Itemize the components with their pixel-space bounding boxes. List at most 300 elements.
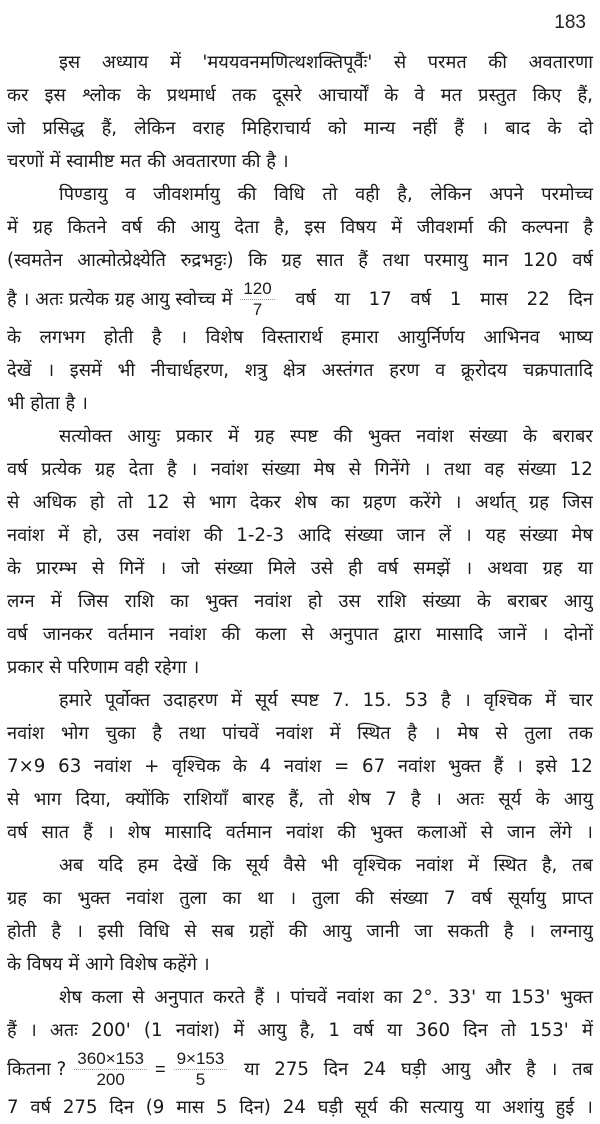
word: हैं bbox=[7, 1020, 17, 1041]
word: संख्या bbox=[517, 459, 557, 480]
word: अस्तंगत bbox=[321, 360, 374, 381]
word: नवांश bbox=[285, 822, 324, 843]
word: इस bbox=[304, 217, 326, 238]
word: । bbox=[528, 921, 536, 942]
word: के bbox=[522, 426, 537, 447]
word: आयु bbox=[257, 1020, 287, 1041]
word: का bbox=[383, 987, 403, 1008]
word: देकर bbox=[249, 492, 281, 513]
word: 22 bbox=[526, 288, 550, 310]
word: आयु bbox=[441, 1058, 471, 1080]
word: में bbox=[467, 855, 479, 876]
word: 12 bbox=[569, 459, 593, 480]
word: विस्तारार्थ bbox=[261, 327, 323, 348]
word: मास bbox=[176, 1097, 205, 1118]
word: तो bbox=[322, 184, 338, 205]
word: 153' bbox=[529, 1020, 569, 1041]
word: सात bbox=[41, 822, 70, 843]
fraction-denominator: 200 bbox=[96, 1069, 125, 1089]
word: सूर्य bbox=[498, 789, 522, 810]
word: समझें bbox=[413, 558, 451, 579]
word: वर्ष bbox=[295, 288, 317, 310]
word: । bbox=[273, 987, 281, 1008]
word: का bbox=[170, 591, 189, 612]
word: संख्या bbox=[344, 525, 383, 546]
word: वर्ष bbox=[7, 822, 28, 843]
word: । bbox=[106, 822, 114, 843]
word: क्योंकि bbox=[125, 789, 170, 810]
word: घड़ी bbox=[401, 1058, 427, 1080]
word: 275 bbox=[62, 1097, 98, 1118]
word: । bbox=[516, 756, 523, 777]
word: को bbox=[327, 118, 347, 139]
word: पांचवें bbox=[222, 723, 259, 744]
word: मान bbox=[482, 250, 509, 271]
text-line bbox=[7, 277, 593, 321]
word: संख्या bbox=[214, 558, 253, 579]
word: ग्रह bbox=[7, 888, 27, 909]
word: भुक्त bbox=[560, 987, 593, 1008]
word: 1 bbox=[449, 288, 462, 310]
text-line bbox=[7, 46, 593, 79]
word: शेष bbox=[347, 789, 371, 810]
word: या bbox=[485, 987, 502, 1008]
word: है bbox=[410, 789, 421, 810]
line-text: चरणों में स्वामीष्ट मत की अवतारणा की है । bbox=[7, 151, 289, 172]
word: वे bbox=[414, 85, 425, 106]
text-line bbox=[7, 849, 593, 882]
word: ग्रह bbox=[542, 558, 563, 579]
word: । bbox=[463, 690, 471, 711]
word: वर्तमान bbox=[107, 624, 154, 645]
word: रुद्रभट्टः) bbox=[180, 250, 234, 271]
word: यदि bbox=[98, 855, 123, 876]
word: अनुपात bbox=[329, 624, 379, 645]
word: में bbox=[169, 52, 181, 73]
word: पांचवें bbox=[290, 987, 328, 1008]
word: करते bbox=[213, 987, 245, 1008]
word: तक bbox=[568, 723, 593, 744]
word: कि bbox=[212, 855, 232, 876]
word: = bbox=[334, 756, 350, 777]
word: कला bbox=[91, 987, 123, 1008]
word: नवांश bbox=[336, 987, 374, 1008]
word: नवांश bbox=[416, 426, 454, 447]
word: प्रकार bbox=[175, 426, 213, 447]
line-text: प्रकार से परिणाम वही रहेगा । bbox=[7, 657, 200, 678]
word: हुई bbox=[555, 1097, 575, 1118]
word: उस bbox=[116, 525, 139, 546]
word: लेकिन bbox=[134, 118, 176, 139]
word: तक bbox=[231, 85, 257, 106]
word: । bbox=[550, 1058, 558, 1080]
word: नवांश bbox=[169, 624, 207, 645]
fraction-line-left bbox=[7, 279, 277, 320]
word: हरण bbox=[389, 360, 420, 381]
word: के bbox=[232, 756, 247, 777]
word: का bbox=[42, 888, 62, 909]
word: । bbox=[454, 492, 462, 513]
word: । bbox=[464, 525, 472, 546]
line-text: के विषय में आगे विशेष कहेंगे । bbox=[7, 954, 210, 975]
word: व bbox=[435, 360, 446, 381]
word: 7×9 bbox=[7, 756, 46, 777]
word: दिन) bbox=[239, 1097, 271, 1118]
word: 1-2-3 bbox=[236, 525, 285, 546]
word: या bbox=[386, 1020, 403, 1041]
word: प्रसिद्ध bbox=[42, 118, 85, 139]
text-line bbox=[7, 145, 593, 178]
text-line bbox=[7, 354, 593, 387]
word: आदि bbox=[297, 525, 331, 546]
word: व bbox=[125, 184, 136, 205]
word: नवांश bbox=[126, 888, 164, 909]
word: की bbox=[237, 184, 257, 205]
word: अधिक bbox=[32, 492, 77, 513]
word: संख्या bbox=[261, 459, 300, 480]
word: सूर्य bbox=[255, 690, 278, 711]
word: क्रूरोदय bbox=[460, 360, 508, 381]
text-line bbox=[7, 244, 593, 277]
fraction-numerator: 9×153 bbox=[174, 1049, 228, 1070]
word: में bbox=[233, 1020, 245, 1041]
word: में bbox=[391, 217, 403, 238]
word: 7 bbox=[443, 888, 456, 909]
word: मान्य bbox=[363, 118, 396, 139]
word: आत्मोत्प्रेक्ष्येति bbox=[77, 250, 166, 271]
word: इसे bbox=[535, 756, 557, 777]
word: वृश्चिक bbox=[353, 855, 402, 876]
word: अतः bbox=[456, 789, 485, 810]
word: हो, bbox=[82, 525, 103, 546]
word: आयुः bbox=[127, 426, 161, 447]
word: दिन bbox=[323, 1058, 349, 1080]
word: दिन bbox=[568, 288, 593, 310]
word: चुका bbox=[105, 723, 136, 744]
word: जो bbox=[181, 558, 200, 579]
word: वृश्चिक bbox=[172, 756, 221, 777]
word: या bbox=[475, 1097, 491, 1118]
word: होती bbox=[103, 327, 134, 348]
word: आयुर्निर्णय bbox=[397, 327, 465, 348]
word: बराबर bbox=[507, 591, 548, 612]
word: नवांश bbox=[94, 756, 132, 777]
text-line bbox=[7, 816, 593, 849]
word: । bbox=[586, 1097, 593, 1118]
word: अब bbox=[59, 855, 84, 876]
word: प्रस्तुत bbox=[478, 85, 517, 106]
word: नवांश bbox=[283, 756, 322, 777]
fraction bbox=[74, 1049, 147, 1090]
word: की bbox=[488, 52, 507, 73]
line-text: भी होता है । bbox=[7, 393, 88, 414]
word: नवांश) bbox=[175, 1020, 221, 1041]
fraction bbox=[174, 1049, 228, 1090]
word: संख्या bbox=[422, 591, 461, 612]
word: के bbox=[535, 789, 550, 810]
word: तब bbox=[572, 1058, 593, 1080]
word: भाष्य bbox=[558, 327, 593, 348]
word: मेष bbox=[457, 723, 479, 744]
word: अपने bbox=[489, 184, 524, 205]
word: जिस bbox=[77, 591, 109, 612]
fraction-denominator: 5 bbox=[195, 1069, 206, 1089]
word: सत्योक्त bbox=[59, 426, 112, 447]
text-line bbox=[7, 915, 593, 948]
word: वही bbox=[355, 184, 380, 205]
word: हैं, bbox=[288, 789, 305, 810]
word: है bbox=[407, 723, 417, 744]
word: में bbox=[7, 217, 18, 238]
word: वृश्चिक bbox=[483, 690, 532, 711]
word: के bbox=[547, 118, 562, 139]
word: मेष bbox=[571, 525, 593, 546]
word: से bbox=[393, 52, 407, 73]
word: दिया, bbox=[75, 789, 112, 810]
word: राशि bbox=[376, 591, 407, 612]
word: हमारा bbox=[341, 327, 379, 348]
word: दिन bbox=[463, 1020, 488, 1041]
word: गिनेंगे bbox=[374, 459, 410, 480]
word: हैं bbox=[83, 822, 93, 843]
word: 33' bbox=[447, 987, 477, 1008]
word: वर्ष bbox=[572, 250, 593, 271]
text-line bbox=[7, 211, 593, 244]
word: । bbox=[465, 558, 473, 579]
word: और bbox=[485, 1058, 512, 1080]
text-line bbox=[7, 519, 593, 552]
word: लें bbox=[438, 525, 452, 546]
word: हैं bbox=[454, 118, 464, 139]
word: मेष bbox=[313, 459, 336, 480]
word: की bbox=[221, 624, 241, 645]
word: है, bbox=[299, 1020, 316, 1041]
word: मासादि bbox=[164, 822, 212, 843]
word: ही bbox=[348, 558, 363, 579]
word: दूसरे bbox=[272, 85, 302, 106]
text-line bbox=[7, 79, 593, 112]
word: संख्या bbox=[469, 426, 508, 447]
word: भी bbox=[320, 855, 339, 876]
word: 360 bbox=[415, 1020, 451, 1041]
text-line bbox=[7, 1091, 593, 1124]
word: 12 bbox=[146, 492, 170, 513]
word: प्रारम्भ bbox=[36, 558, 77, 579]
word: संख्या bbox=[519, 525, 558, 546]
text-line bbox=[7, 585, 593, 618]
word: में bbox=[329, 723, 341, 744]
word: वर्ष bbox=[377, 558, 399, 579]
word: किए bbox=[532, 85, 562, 106]
word: है bbox=[503, 921, 514, 942]
text-line bbox=[7, 112, 593, 145]
word: या bbox=[244, 1058, 260, 1080]
word: द्वारा bbox=[393, 624, 421, 645]
body-text bbox=[7, 46, 593, 1124]
word: ग्रहों bbox=[249, 921, 274, 942]
word: सूर्य bbox=[245, 855, 269, 876]
word: जान bbox=[506, 822, 536, 843]
word: । bbox=[29, 1020, 37, 1041]
word: था bbox=[257, 888, 274, 909]
text-line bbox=[7, 717, 593, 750]
word: हैं, bbox=[101, 118, 118, 139]
word: भुक्त bbox=[77, 888, 111, 909]
word: ग्रह bbox=[32, 217, 53, 238]
word: वर्ष bbox=[471, 888, 492, 909]
word: अवतारणा bbox=[528, 52, 593, 73]
word: है bbox=[441, 690, 451, 711]
word: उस bbox=[338, 591, 361, 612]
word: है bbox=[152, 723, 163, 744]
word: ग्रह bbox=[254, 426, 275, 447]
word: 153' bbox=[510, 987, 551, 1008]
word: । bbox=[423, 459, 431, 480]
word: 7 bbox=[7, 1097, 19, 1118]
word: भोग bbox=[61, 723, 89, 744]
word: मिहिराचार्य bbox=[241, 118, 311, 139]
text-line bbox=[7, 783, 593, 816]
word: चार bbox=[569, 690, 593, 711]
word: 63 bbox=[58, 756, 82, 777]
word: दो bbox=[578, 118, 593, 139]
word: इस bbox=[59, 52, 81, 73]
word: कर bbox=[7, 85, 29, 106]
word: नवांश bbox=[254, 591, 292, 612]
word: नवांश bbox=[275, 723, 313, 744]
word: नहीं bbox=[412, 118, 438, 139]
text-line bbox=[7, 948, 593, 981]
word: में bbox=[230, 690, 242, 711]
word: कल्पना bbox=[521, 217, 569, 238]
word: 15. bbox=[362, 690, 392, 711]
word: चक्रपातादि bbox=[522, 360, 593, 381]
word: है bbox=[51, 921, 62, 942]
word: तो bbox=[318, 789, 334, 810]
word: । bbox=[433, 723, 441, 744]
word: पूर्वोक्त bbox=[104, 690, 151, 711]
word: है bbox=[525, 1058, 536, 1080]
word: प्रत्येक bbox=[41, 459, 82, 480]
word: में bbox=[50, 591, 62, 612]
word: । bbox=[289, 888, 297, 909]
word: वर्ष bbox=[7, 459, 28, 480]
word: + bbox=[144, 756, 160, 777]
word: में bbox=[581, 1020, 593, 1041]
word: देखें bbox=[173, 855, 198, 876]
word: तुला bbox=[524, 723, 552, 744]
word: 120 bbox=[522, 250, 558, 271]
word: बारह bbox=[242, 789, 275, 810]
word: हो bbox=[89, 492, 105, 513]
word: स्पष्ट bbox=[289, 426, 318, 447]
word: वर्ष bbox=[353, 1020, 374, 1041]
word: यह bbox=[485, 525, 506, 546]
word: की bbox=[156, 217, 176, 238]
word: है, bbox=[541, 855, 558, 876]
word: 12 bbox=[569, 756, 593, 777]
word: मासादि bbox=[436, 624, 484, 645]
word: सत्यायु bbox=[419, 1097, 464, 1118]
word: तथा bbox=[382, 250, 410, 271]
equals-sign: = bbox=[154, 1058, 166, 1079]
word: के bbox=[136, 85, 151, 106]
word: सूर्यायु bbox=[507, 888, 546, 909]
word: शेष bbox=[294, 492, 318, 513]
word: ग्रहण bbox=[362, 492, 396, 513]
word: 4 bbox=[259, 756, 272, 777]
word: । bbox=[180, 327, 187, 348]
word: से bbox=[348, 459, 361, 480]
word: कलाओं bbox=[416, 822, 467, 843]
fraction-numerator: 120 bbox=[240, 279, 274, 300]
word: नवांश bbox=[152, 525, 191, 546]
word: स्पष्ट bbox=[291, 690, 320, 711]
word: जान bbox=[396, 525, 425, 546]
word: ग्रह bbox=[95, 459, 115, 480]
word: 53 bbox=[404, 690, 428, 711]
word: शेष bbox=[59, 987, 82, 1008]
word: इसी bbox=[97, 921, 124, 942]
word: कितने bbox=[67, 217, 107, 238]
word: की bbox=[389, 1097, 409, 1118]
word: में bbox=[545, 690, 557, 711]
word: जानी bbox=[366, 921, 400, 942]
text-line bbox=[7, 321, 593, 354]
word: दोनों bbox=[563, 624, 593, 645]
word: की bbox=[337, 822, 356, 843]
word: जानकर bbox=[42, 624, 93, 645]
word: हैं bbox=[254, 987, 265, 1008]
word: है bbox=[167, 459, 177, 480]
word: इस bbox=[44, 85, 66, 106]
word: लेकिन bbox=[430, 184, 472, 205]
fraction-denominator: 7 bbox=[252, 299, 263, 319]
word: प्राप्त bbox=[561, 888, 593, 909]
word: भी bbox=[117, 360, 136, 381]
text-line bbox=[7, 1014, 593, 1047]
word: वर्ष bbox=[7, 624, 28, 645]
text-line bbox=[7, 651, 593, 684]
line-text-before: है । अतः प्रत्येक ग्रह आयु स्वोच्च में bbox=[7, 288, 233, 310]
word: अनुपात bbox=[154, 987, 204, 1008]
word: नवांश bbox=[7, 723, 45, 744]
word: भाग bbox=[33, 789, 62, 810]
word: या bbox=[577, 558, 593, 579]
word: तो bbox=[500, 1020, 516, 1041]
word: लेंगे bbox=[549, 822, 572, 843]
word: है bbox=[151, 327, 162, 348]
word: वह bbox=[484, 459, 505, 480]
word: दिन bbox=[109, 1097, 134, 1118]
word: कला bbox=[255, 624, 287, 645]
word: अर्थात् bbox=[474, 492, 516, 513]
text-line bbox=[7, 684, 593, 717]
word: आयु bbox=[190, 217, 220, 238]
word: 67 bbox=[362, 756, 386, 777]
word: । bbox=[481, 118, 489, 139]
word: लगभग bbox=[39, 327, 86, 348]
word: नीचार्धहरण, bbox=[150, 360, 230, 381]
word: आयु bbox=[563, 789, 593, 810]
word: । bbox=[190, 459, 198, 480]
text-line bbox=[7, 618, 593, 651]
word: । bbox=[159, 558, 167, 579]
word: कि bbox=[248, 250, 267, 271]
word: देता bbox=[234, 217, 260, 238]
word: । bbox=[75, 921, 83, 942]
word: इसमें bbox=[69, 360, 102, 381]
